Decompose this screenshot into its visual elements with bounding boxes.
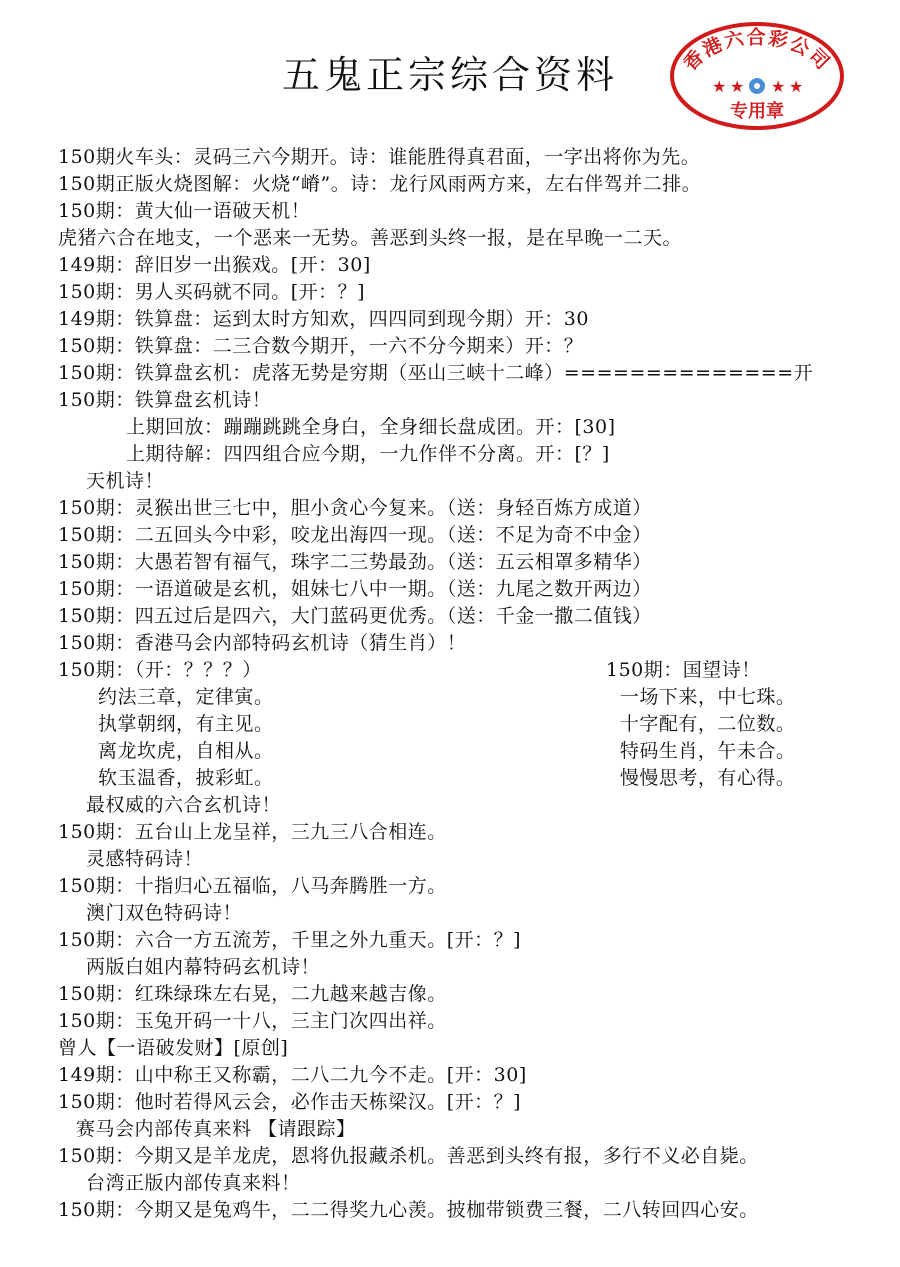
text-line: 最权威的六合玄机诗！ xyxy=(86,794,282,816)
text-line: 150期：六合一方五流芳，千里之外九重天。[开：？] xyxy=(58,929,522,951)
text-line: 150期：二五回头今中彩，咬龙出海四一现。（送：不足为奇不中金） xyxy=(58,524,652,546)
section-review xyxy=(58,414,858,468)
section-tianji xyxy=(58,495,858,657)
company-stamp xyxy=(668,20,846,132)
right-poem-line: 一场下来，中七珠。 xyxy=(619,686,796,708)
text-line: 150期：今期又是羊龙虎，恩将仇报藏杀机。善恶到头终有报，多行不义必自毙。 xyxy=(58,1145,759,1167)
left-poem-line: 离龙坎虎，自相从。 xyxy=(98,740,274,762)
right-poem-line: 慢慢思考，有心得。 xyxy=(619,767,796,789)
text-line: 150期：十指归心五福临，八马奔腾胜一方。 xyxy=(58,875,447,897)
text-line: 上期待解：四四组合应今期，一九作伴不分离。开：[？] xyxy=(126,443,610,465)
text-line: 149期：铁算盘：运到太时方知欢，四四同到现今期）开：30 xyxy=(58,308,589,330)
text-line: 150期：玉兔开码一十八，三主门次四出祥。 xyxy=(58,1010,447,1032)
text-line: 150期：男人买码就不同。[开：？] xyxy=(58,281,366,303)
text-line: 两版白姐内幕特码玄机诗！ xyxy=(86,956,321,978)
text-line: 150期：铁算盘玄机：虎落无势是穷期（巫山三峡十二峰）==============开 xyxy=(58,362,814,384)
stamp-flower-icon xyxy=(749,78,765,94)
text-line: 台湾正版内部传真来料！ xyxy=(86,1172,301,1194)
text-line: 150期正版火烧图解：火烧“嵴”。诗：龙行风雨两方来，左右伴驾并二排。 xyxy=(58,173,702,195)
section-bottom xyxy=(58,792,858,1224)
text-line: 150期：铁算盘：二三合数今期开，一六不分今期来）开：？ xyxy=(58,335,584,357)
text-line: 149期：山中称王又称霸，二八二九今不走。[开：30] xyxy=(58,1064,527,1086)
text-line: 灵感特码诗！ xyxy=(86,848,204,870)
text-line: 150期：大愚若智有福气，珠字二三势最劲。（送：五云相罩多精华） xyxy=(58,551,652,573)
section-top xyxy=(58,144,858,414)
text-line: 150期：今期又是兔鸡牛，二二得奖九心羡。披枷带锁费三餐，二八转回四心安。 xyxy=(58,1199,759,1221)
left-poem-line: 软玉温香，披彩虹。 xyxy=(98,767,274,789)
text-line: 150期：红珠绿珠左右晃，二九越来越吉像。 xyxy=(58,983,447,1005)
text-line: 150期：黄大仙一语破天机！ xyxy=(58,200,311,222)
left-poem-line: 约法三章，定律寅。 xyxy=(98,686,274,708)
svg-text:★: ★ xyxy=(789,77,804,96)
text-line: 150期火车头：灵码三六今期开。诗：谁能胜得真君面，一字出将你为先。 xyxy=(58,146,701,168)
text-line: 上期回放：蹦蹦跳跳全身白，全身细长盘成团。开：[30] xyxy=(126,416,616,438)
text-line: 澳门双色特码诗！ xyxy=(86,902,243,924)
stamp-top-text: 香港六合彩公司 xyxy=(679,26,835,76)
text-line: 150期：四五过后是四六，大门蓝码更优秀。（送：千金一撒二值钱） xyxy=(58,605,652,627)
tianji-heading: 天机诗！ xyxy=(86,470,165,492)
right-poem-line: 特码生肖，午未合。 xyxy=(619,740,796,762)
stamp-bottom-text: 专用章 xyxy=(730,101,784,122)
text-line: 赛马会内部传真来料 【请跟踪】 xyxy=(76,1118,356,1140)
right-poem-line: 十字配有，二位数。 xyxy=(619,713,796,735)
text-line: 150期：一语道破是玄机，姐妹七八中一期。（送：九尾之数开两边） xyxy=(58,578,652,600)
left-poem-line: 执掌朝纲，有主见。 xyxy=(98,713,274,735)
text-line: 150期：灵猴出世三七中，胆小贪心今复来。（送：身轻百炼方成道） xyxy=(58,497,652,519)
text-line: 150期：他时若得风云会，必作击天栋梁汉。[开：？] xyxy=(58,1091,522,1113)
text-line: 149期：辞旧岁一出猴戏。[开：30] xyxy=(58,254,371,276)
right-poem-head: 150期：国望诗！ xyxy=(606,659,761,681)
svg-text:★: ★ xyxy=(712,77,727,96)
text-line: 曾人【一语破发财】[原创] xyxy=(58,1037,289,1059)
text-line: 虎猪六合在地支，一个恶来一无势。善恶到头终一报，是在早晚一二天。 xyxy=(58,227,683,249)
text-line: 150期：香港马会内部特码玄机诗（猜生肖）！ xyxy=(58,632,467,654)
svg-text:★: ★ xyxy=(771,77,786,96)
text-line: 150期：五台山上龙呈祥，三九三八合相连。 xyxy=(58,821,447,843)
left-poem-head: 150期：（开：？？？） xyxy=(58,659,262,681)
text-line: 150期：铁算盘玄机诗！ xyxy=(58,389,272,411)
content-body xyxy=(58,144,858,1224)
two-column-poems xyxy=(58,657,858,792)
svg-text:★: ★ xyxy=(730,77,745,96)
page-title: 五鬼正宗综合资料 xyxy=(281,53,618,97)
